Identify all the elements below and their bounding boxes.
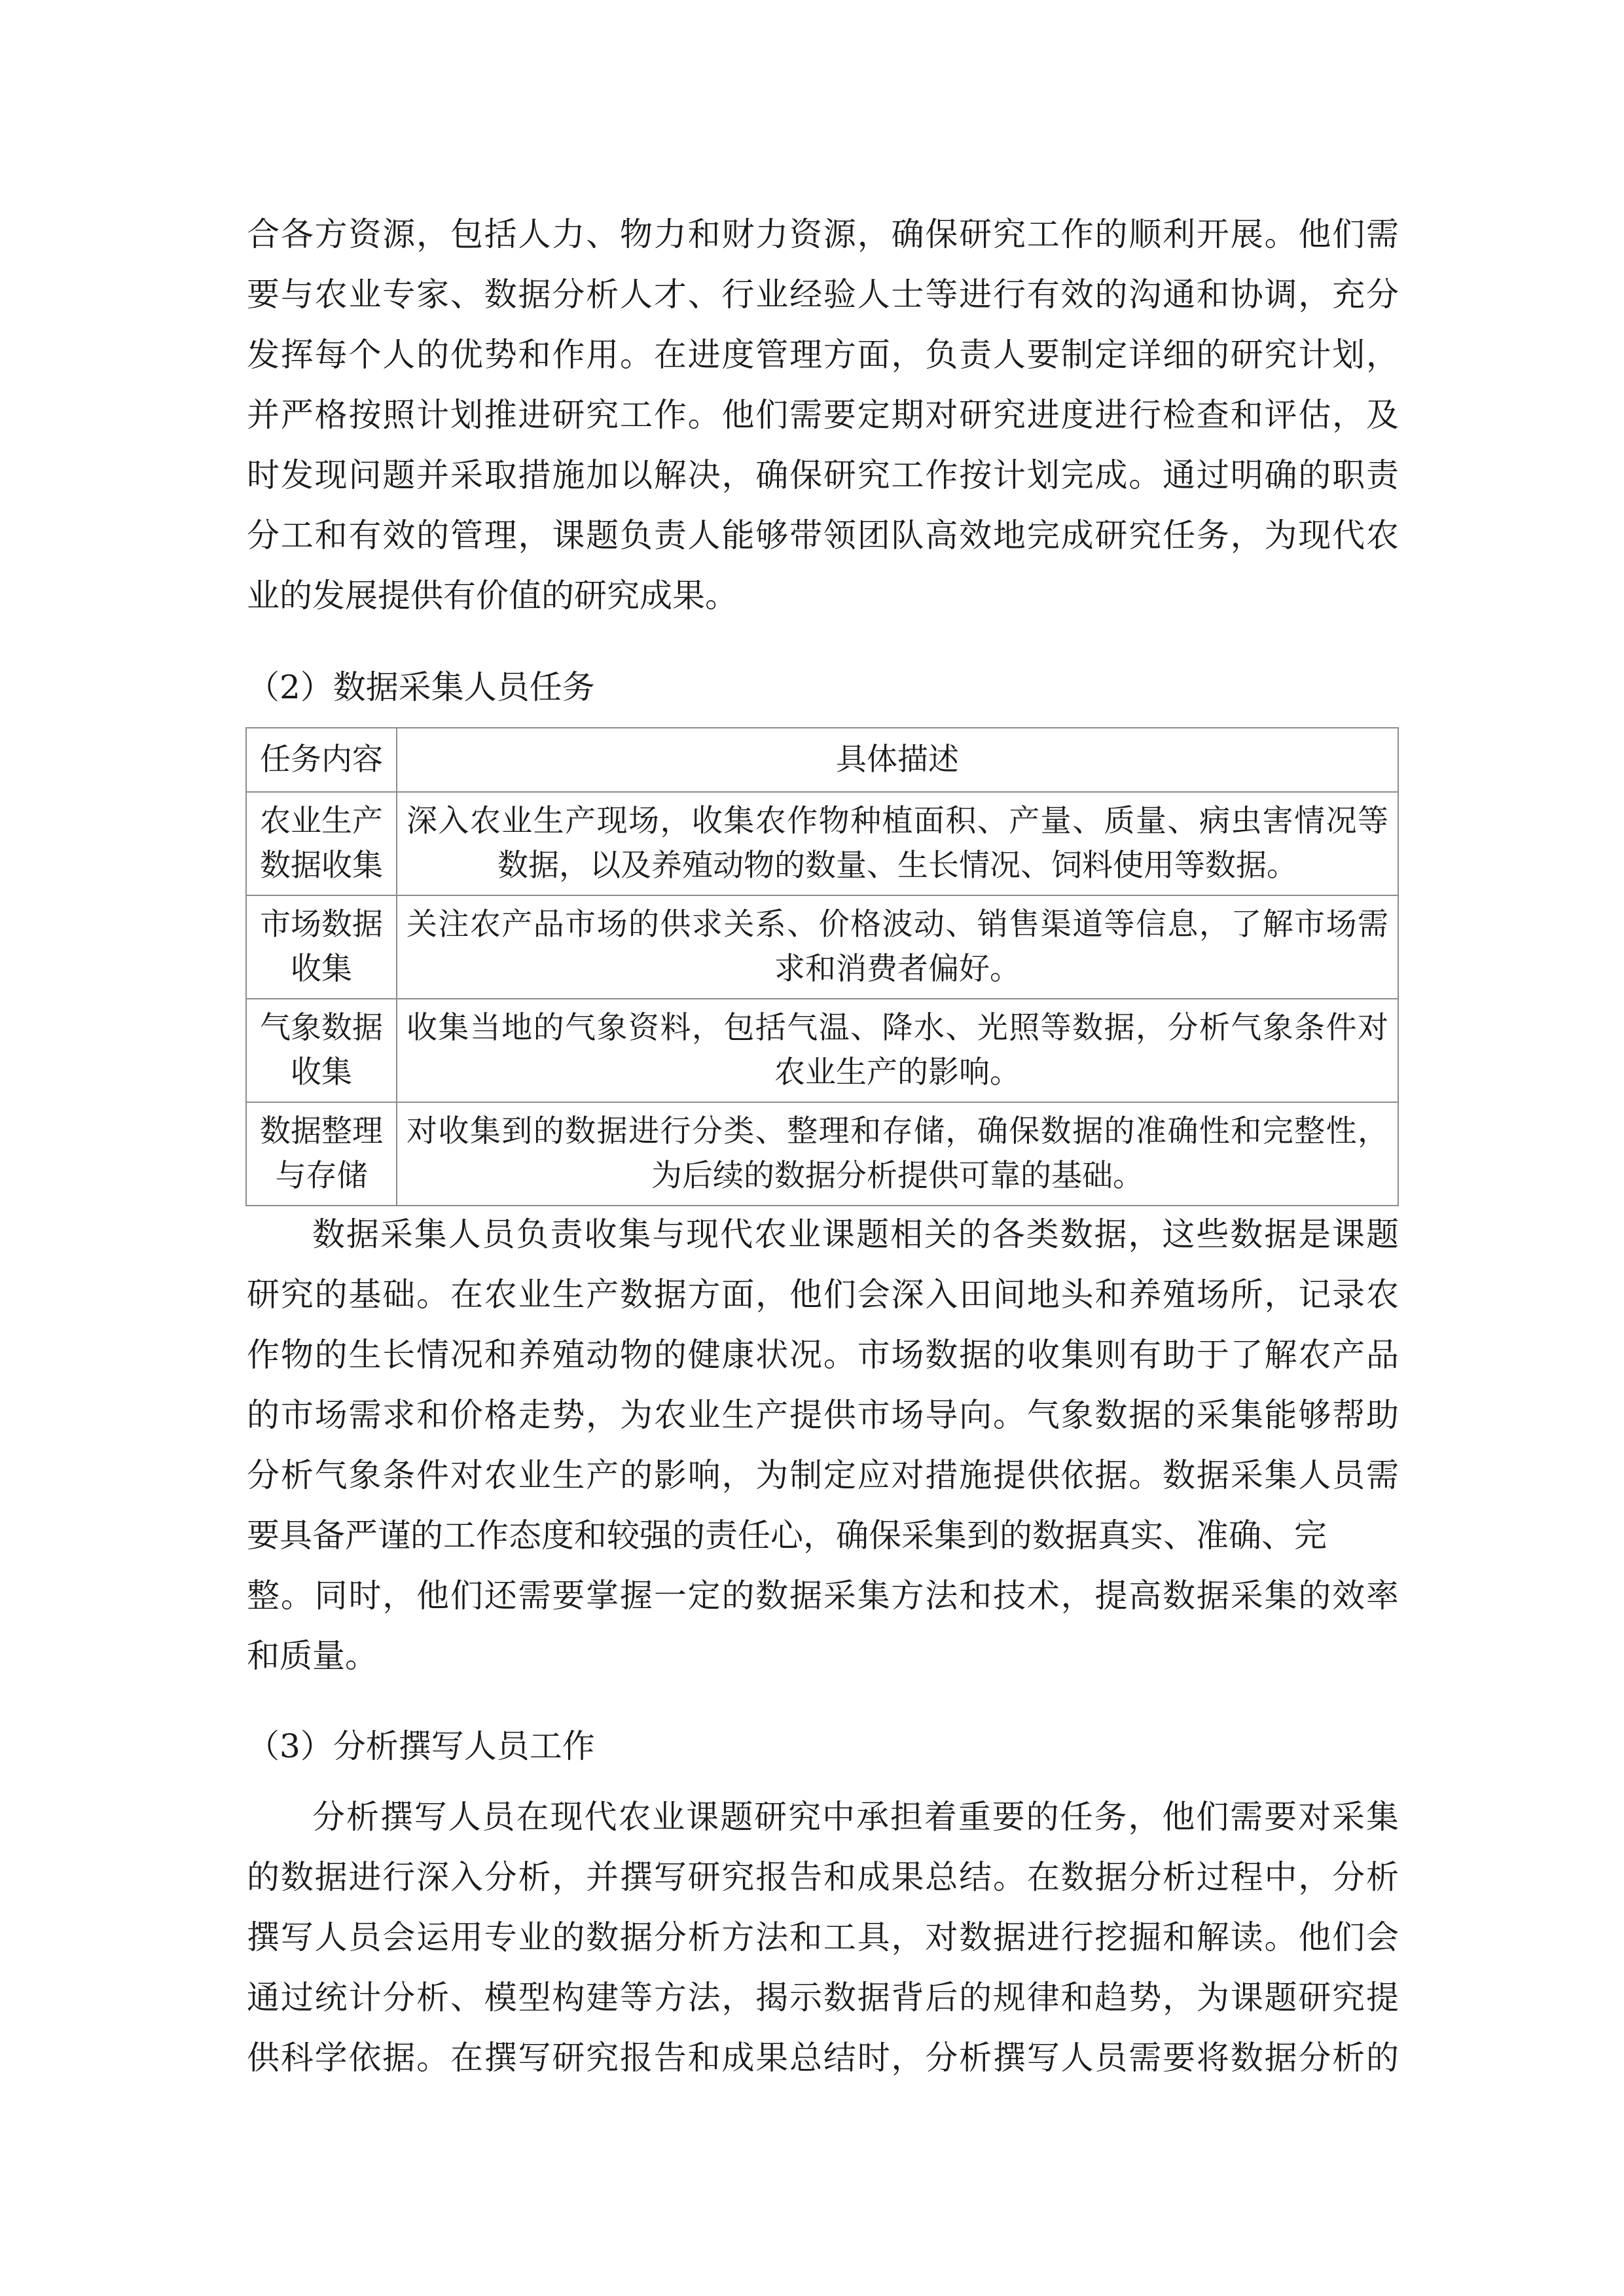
task-name-line: 数据整理 — [260, 1113, 383, 1149]
column-header-task: 任务内容 — [246, 728, 397, 792]
paragraph-line: 合各方资源，包括人力、物力和财力资源，确保研究工作的顺利开展。他们需 — [247, 215, 1399, 253]
paragraph-line: 发挥每个人的优势和作用。在进度管理方面，负责人要制定详细的研究计划， — [247, 336, 1399, 374]
task-cell — [246, 792, 397, 895]
paragraph-line: 数据采集人员负责收集与现代农业课题相关的各类数据，这些数据是课题 — [312, 1215, 1399, 1253]
paragraph-line: 通过统计分析、模型构建等方法，揭示数据背后的规律和趋势，为课题研究提 — [247, 1979, 1399, 2017]
paragraph-line: 分工和有效的管理，课题负责人能够带领团队高效地完成研究任务，为现代农 — [247, 516, 1399, 554]
task-cell — [246, 999, 397, 1102]
paragraph-line: 分析撰写人员在现代农业课题研究中承担着重要的任务，他们需要对采集 — [312, 1798, 1399, 1836]
task-name-line: 与存储 — [275, 1158, 368, 1194]
table-header-row — [246, 728, 1398, 792]
task-name-line: 数据收集 — [260, 848, 383, 884]
task-cell — [246, 1102, 397, 1206]
description-cell: 对收集到的数据进行分类、整理和存储，确保数据的准确性和完整性，为后续的数据分析提供可靠的基础。 — [397, 1102, 1398, 1206]
task-table — [245, 727, 1399, 1206]
paragraph-line: 并严格按照计划推进研究工作。他们需要定期对研究进度进行检查和评估，及 — [247, 396, 1399, 434]
section-heading-data-collection: （2）数据采集人员任务 — [247, 668, 595, 706]
task-name-line: 市场数据 — [260, 906, 383, 942]
table-row — [246, 999, 1398, 1102]
paragraph-line: 时发现问题并采取措施加以解决，确保研究工作按计划完成。通过明确的职责 — [247, 456, 1399, 494]
description-cell: 关注农产品市场的供求关系、价格波动、销售渠道等信息，了解市场需求和消费者偏好。 — [397, 895, 1398, 999]
task-cell — [246, 895, 397, 999]
table-row — [246, 895, 1398, 999]
column-header-description: 具体描述 — [397, 728, 1398, 792]
table-row — [246, 1102, 1398, 1206]
section-heading-analysis-writing: （3）分析撰写人员工作 — [247, 1727, 595, 1765]
intro-paragraph — [247, 204, 1399, 626]
paragraph-line: 要与农业专家、数据分析人才、行业经验人士等进行有效的沟通和协调，充分 — [247, 276, 1399, 314]
description-cell: 收集当地的气象资料，包括气温、降水、光照等数据，分析气象条件对农业生产的影响。 — [397, 999, 1398, 1102]
analysis-writing-paragraph — [247, 1787, 1399, 2088]
paragraph-line: 要具备严谨的工作态度和较强的责任心，确保采集到的数据真实、准确、完 — [247, 1516, 1327, 1554]
task-name-line: 农业生产 — [260, 803, 383, 839]
paragraph-line: 研究的基础。在农业生产数据方面，他们会深入田间地头和养殖场所，记录农 — [247, 1276, 1399, 1314]
task-name-line: 收集 — [291, 951, 352, 987]
paragraph-line: 的市场需求和价格走势，为农业生产提供市场导向。气象数据的采集能够帮助 — [247, 1396, 1399, 1434]
description-cell: 深入农业生产现场，收集农作物种植面积、产量、质量、病虫害情况等数据，以及养殖动物的数量、生长情况、饲料使用等数据。 — [397, 792, 1398, 895]
task-name-line: 气象数据 — [260, 1010, 383, 1046]
paragraph-line: 和质量。 — [247, 1637, 378, 1675]
paragraph-line: 整。同时，他们还需要掌握一定的数据采集方法和技术，提高数据采集的效率 — [247, 1577, 1399, 1615]
paragraph-line: 分析气象条件对农业生产的影响，为制定应对措施提供依据。数据采集人员需 — [247, 1456, 1399, 1494]
paragraph-line: 业的发展提供有价值的研究成果。 — [247, 577, 738, 615]
paragraph-line: 撰写人员会运用专业的数据分析方法和工具，对数据进行挖掘和解读。他们会 — [247, 1918, 1399, 1956]
paragraph-line: 作物的生长情况和养殖动物的健康状况。市场数据的收集则有助于了解农产品 — [247, 1336, 1399, 1374]
data-collection-paragraph — [247, 1204, 1399, 1686]
table-row — [246, 792, 1398, 895]
paragraph-line: 的数据进行深入分析，并撰写研究报告和成果总结。在数据分析过程中，分析 — [247, 1858, 1399, 1896]
task-name-line: 收集 — [291, 1054, 352, 1090]
paragraph-line: 供科学依据。在撰写研究报告和成果总结时，分析撰写人员需要将数据分析的 — [247, 2039, 1399, 2077]
